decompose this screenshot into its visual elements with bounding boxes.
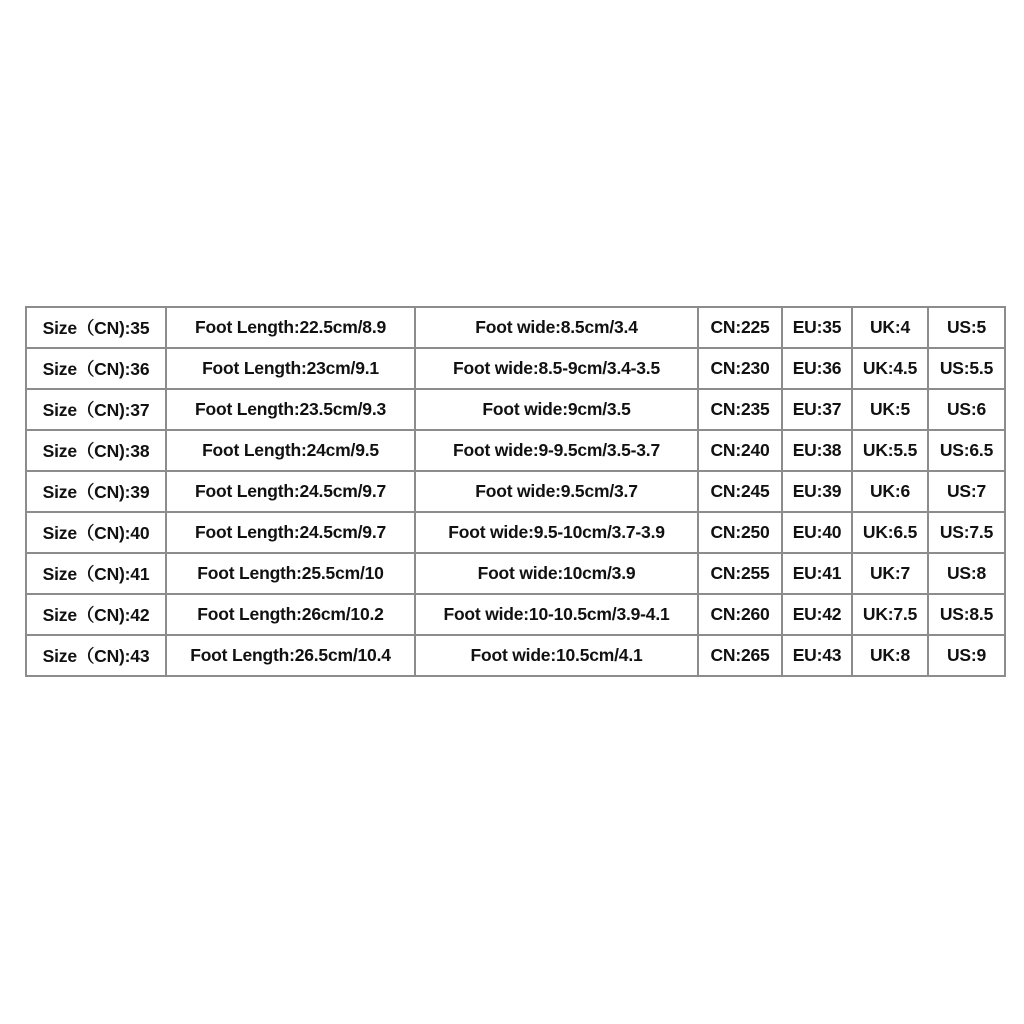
cn-size-cell: Size（CN):43 (26, 635, 166, 676)
eu-size-cell: EU:37 (782, 389, 852, 430)
cn-size-cell: Size（CN):40 (26, 512, 166, 553)
foot-width-cell: Foot wide:10-10.5cm/3.9-4.1 (415, 594, 698, 635)
eu-size-cell: EU:36 (782, 348, 852, 389)
foot-width-cell: Foot wide:9.5-10cm/3.7-3.9 (415, 512, 698, 553)
cn-size-cell: Size（CN):42 (26, 594, 166, 635)
uk-size-cell: UK:7 (852, 553, 928, 594)
us-size-cell: US:8 (928, 553, 1005, 594)
uk-size-cell: UK:5.5 (852, 430, 928, 471)
size-row-43 (26, 635, 1005, 676)
uk-size-cell: UK:6 (852, 471, 928, 512)
foot-length-cell: Foot Length:26.5cm/10.4 (166, 635, 415, 676)
us-size-cell: US:6.5 (928, 430, 1005, 471)
uk-size-cell: UK:4.5 (852, 348, 928, 389)
eu-size-cell: EU:40 (782, 512, 852, 553)
uk-size-cell: UK:7.5 (852, 594, 928, 635)
foot-length-cell: Foot Length:24.5cm/9.7 (166, 512, 415, 553)
cn-code-cell: CN:260 (698, 594, 782, 635)
size-row-42 (26, 594, 1005, 635)
foot-length-cell: Foot Length:24.5cm/9.7 (166, 471, 415, 512)
foot-width-cell: Foot wide:9cm/3.5 (415, 389, 698, 430)
cn-code-cell: CN:235 (698, 389, 782, 430)
uk-size-cell: UK:8 (852, 635, 928, 676)
foot-length-cell: Foot Length:22.5cm/8.9 (166, 307, 415, 348)
foot-length-cell: Foot Length:23cm/9.1 (166, 348, 415, 389)
size-row-36 (26, 348, 1005, 389)
uk-size-cell: UK:6.5 (852, 512, 928, 553)
cn-code-cell: CN:245 (698, 471, 782, 512)
size-row-41 (26, 553, 1005, 594)
cn-code-cell: CN:230 (698, 348, 782, 389)
size-row-40 (26, 512, 1005, 553)
cn-code-cell: CN:225 (698, 307, 782, 348)
eu-size-cell: EU:39 (782, 471, 852, 512)
cn-size-cell: Size（CN):41 (26, 553, 166, 594)
cn-size-cell: Size（CN):36 (26, 348, 166, 389)
us-size-cell: US:8.5 (928, 594, 1005, 635)
foot-width-cell: Foot wide:9-9.5cm/3.5-3.7 (415, 430, 698, 471)
eu-size-cell: EU:35 (782, 307, 852, 348)
foot-length-cell: Foot Length:25.5cm/10 (166, 553, 415, 594)
us-size-cell: US:5.5 (928, 348, 1005, 389)
size-row-38 (26, 430, 1005, 471)
size-row-39 (26, 471, 1005, 512)
foot-width-cell: Foot wide:8.5cm/3.4 (415, 307, 698, 348)
foot-width-cell: Foot wide:8.5-9cm/3.4-3.5 (415, 348, 698, 389)
us-size-cell: US:6 (928, 389, 1005, 430)
foot-length-cell: Foot Length:23.5cm/9.3 (166, 389, 415, 430)
cn-code-cell: CN:265 (698, 635, 782, 676)
us-size-cell: US:7 (928, 471, 1005, 512)
size-chart-table (25, 306, 1006, 677)
cn-code-cell: CN:255 (698, 553, 782, 594)
cn-size-cell: Size（CN):39 (26, 471, 166, 512)
us-size-cell: US:9 (928, 635, 1005, 676)
cn-size-cell: Size（CN):38 (26, 430, 166, 471)
uk-size-cell: UK:4 (852, 307, 928, 348)
foot-width-cell: Foot wide:9.5cm/3.7 (415, 471, 698, 512)
foot-length-cell: Foot Length:24cm/9.5 (166, 430, 415, 471)
us-size-cell: US:7.5 (928, 512, 1005, 553)
foot-length-cell: Foot Length:26cm/10.2 (166, 594, 415, 635)
cn-size-cell: Size（CN):37 (26, 389, 166, 430)
eu-size-cell: EU:38 (782, 430, 852, 471)
eu-size-cell: EU:42 (782, 594, 852, 635)
foot-width-cell: Foot wide:10cm/3.9 (415, 553, 698, 594)
cn-code-cell: CN:240 (698, 430, 782, 471)
uk-size-cell: UK:5 (852, 389, 928, 430)
foot-width-cell: Foot wide:10.5cm/4.1 (415, 635, 698, 676)
size-row-37 (26, 389, 1005, 430)
cn-code-cell: CN:250 (698, 512, 782, 553)
eu-size-cell: EU:43 (782, 635, 852, 676)
size-row-35 (26, 307, 1005, 348)
us-size-cell: US:5 (928, 307, 1005, 348)
eu-size-cell: EU:41 (782, 553, 852, 594)
cn-size-cell: Size（CN):35 (26, 307, 166, 348)
